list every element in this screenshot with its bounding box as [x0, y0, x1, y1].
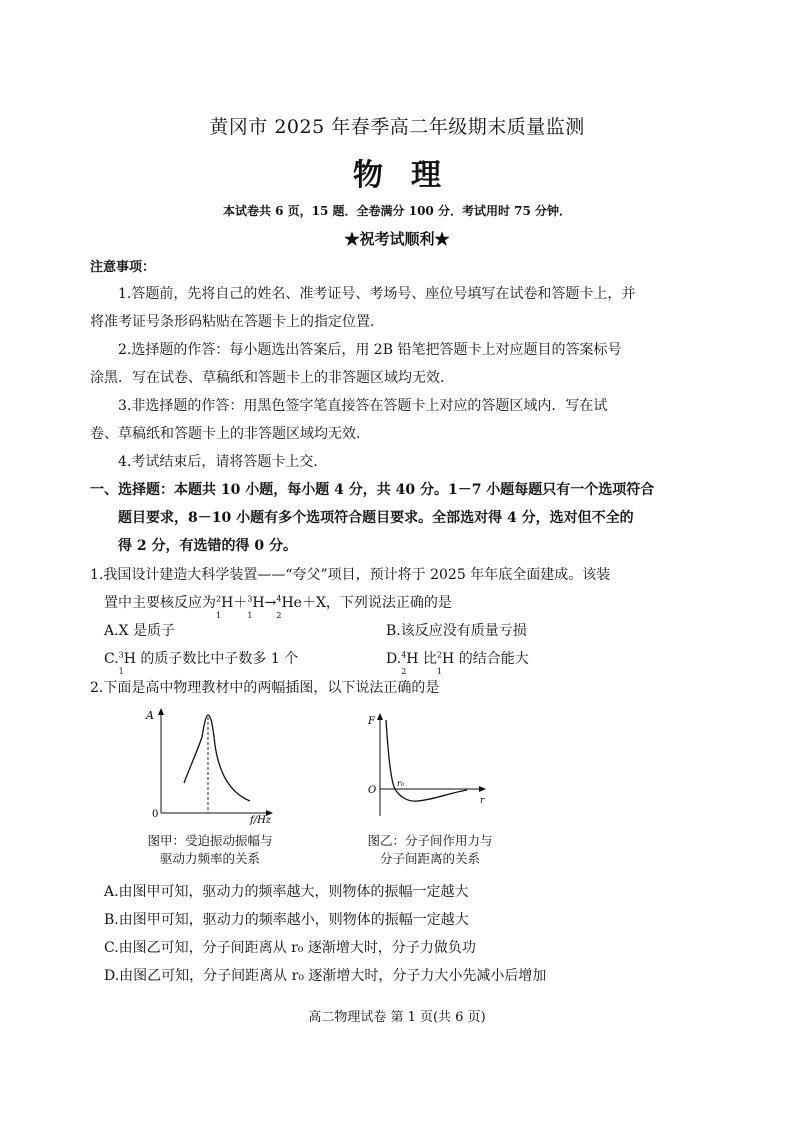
- fig2-y-arrow: [377, 713, 383, 720]
- q1-option-c[interactable]: C.$^3$ 1 H 的质子数比中子数多 1 个: [104, 650, 299, 676]
- q1-stem-line2: [104, 593, 452, 620]
- notice-heading: 注意事项：: [90, 260, 156, 275]
- figure-resonance-curve: [140, 705, 275, 825]
- fig2-y-label: F: [368, 716, 375, 727]
- fig2-x-label: r: [480, 796, 485, 806]
- fig2-caption-line1: 图乙：分子间作用力与: [367, 833, 493, 848]
- q2-option-a[interactable]: A.由图甲可知，驱动力的频率越大，则物体的振幅一定越大: [104, 884, 469, 900]
- figure-molecular-force: [365, 712, 490, 822]
- fig2-r0-label: r₀: [397, 779, 405, 788]
- section1-line1: 一、选择题：本题共 10 小题，每小题 4 分，共 40 分。1－7 小题每题只有一个选项符合: [90, 482, 655, 498]
- q2-stem: 2.下面是高中物理教材中的两幅插图，以下说法正确的是: [90, 680, 440, 696]
- exam-title: 黄冈市 2025 年春季高二年级期末质量监测: [209, 116, 585, 138]
- q1-stem-suffix: ，下列说法正确的是: [325, 595, 452, 611]
- fig2-caption-line2: 分子间距离的关系: [379, 851, 480, 866]
- nuclear-reaction: $^2$ 1 H＋$^3$ 1 H→$^4$ 2 He＋X: [216, 594, 326, 620]
- fig1-x-label: f/Hz: [250, 815, 272, 825]
- good-luck-banner: ★祝考试顺利★: [344, 230, 450, 248]
- page-footer: 高二物理试卷 第 1 页(共 6 页): [308, 1010, 486, 1025]
- notice-item-1-line2: 将准考证号条形码粘贴在答题卡上的指定位置．: [90, 314, 384, 330]
- fig1-caption: [140, 832, 280, 868]
- notice-item-2-line1: 2.选择题的作答：每小题选出答案后，用 2B 铅笔把答题卡上对应题目的答案标号: [118, 342, 622, 358]
- fig2-x-arrow: [479, 786, 486, 792]
- notice-item-3-line1: 3.非选择题的作答：用黑色签字笔直接答在答题卡上对应的答题区域内．写在试: [118, 398, 608, 414]
- notice-item-1-line1: 1.答题前，先将自己的姓名、准考证号、考场号、座位号填写在试卷和答题卡上，并: [118, 286, 636, 302]
- fig1-caption-line2: 驱动力频率的关系: [159, 851, 260, 866]
- q1-option-a[interactable]: A.X 是质子: [104, 623, 175, 639]
- q1-option-d[interactable]: D.$^4$ 2 H 比$^2$ 1 H 的结合能大: [386, 650, 529, 676]
- fig1-y-label: A: [146, 709, 154, 722]
- q2-option-c[interactable]: C.由图乙可知，分子间距离从 r₀ 逐渐增大时，分子力做负功: [104, 940, 476, 956]
- fig2-caption: [355, 832, 505, 868]
- exam-info: 本试卷共 6 页，15 题．全卷满分 100 分．考试用时 75 分钟．: [222, 204, 572, 218]
- fig1-origin: 0: [152, 809, 159, 820]
- q1-stem-line1: 1.我国设计建造大科学装置——“夸父”项目，预计将于 2025 年年底全面建成。该装: [90, 567, 611, 583]
- subject-title: 物理: [353, 158, 469, 193]
- fig1-y-arrow: [158, 708, 164, 715]
- section1-line3: 得 2 分，有选错的得 0 分。: [118, 538, 297, 554]
- notice-item-4: 4.考试结束后，请将答题卡上交．: [118, 454, 328, 470]
- fig2-origin: O: [368, 785, 377, 796]
- notice-item-3-line2: 卷、草稿纸和答题卡上的非答题区域均无效．: [90, 426, 370, 442]
- fig1-caption-line1: 图甲：受迫振动振幅与: [147, 833, 273, 848]
- q1-stem-prefix: 置中主要核反应为: [104, 595, 216, 611]
- notice-item-2-line2: 涂黑．写在试卷、草稿纸和答题卡上的非答题区域均无效．: [90, 370, 454, 386]
- q1-option-b[interactable]: B.该反应没有质量亏损: [386, 623, 527, 639]
- q2-option-d[interactable]: D.由图乙可知，分子间距离从 r₀ 逐渐增大时，分子力大小先减小后增加: [104, 968, 547, 984]
- fig1-curve: [184, 715, 250, 801]
- q2-option-b[interactable]: B.由图甲可知，驱动力的频率越小，则物体的振幅一定越大: [104, 912, 469, 928]
- section1-line2: 题目要求，8－10 小题有多个选项符合题目要求。全部选对得 4 分，选对但不全的: [118, 510, 634, 526]
